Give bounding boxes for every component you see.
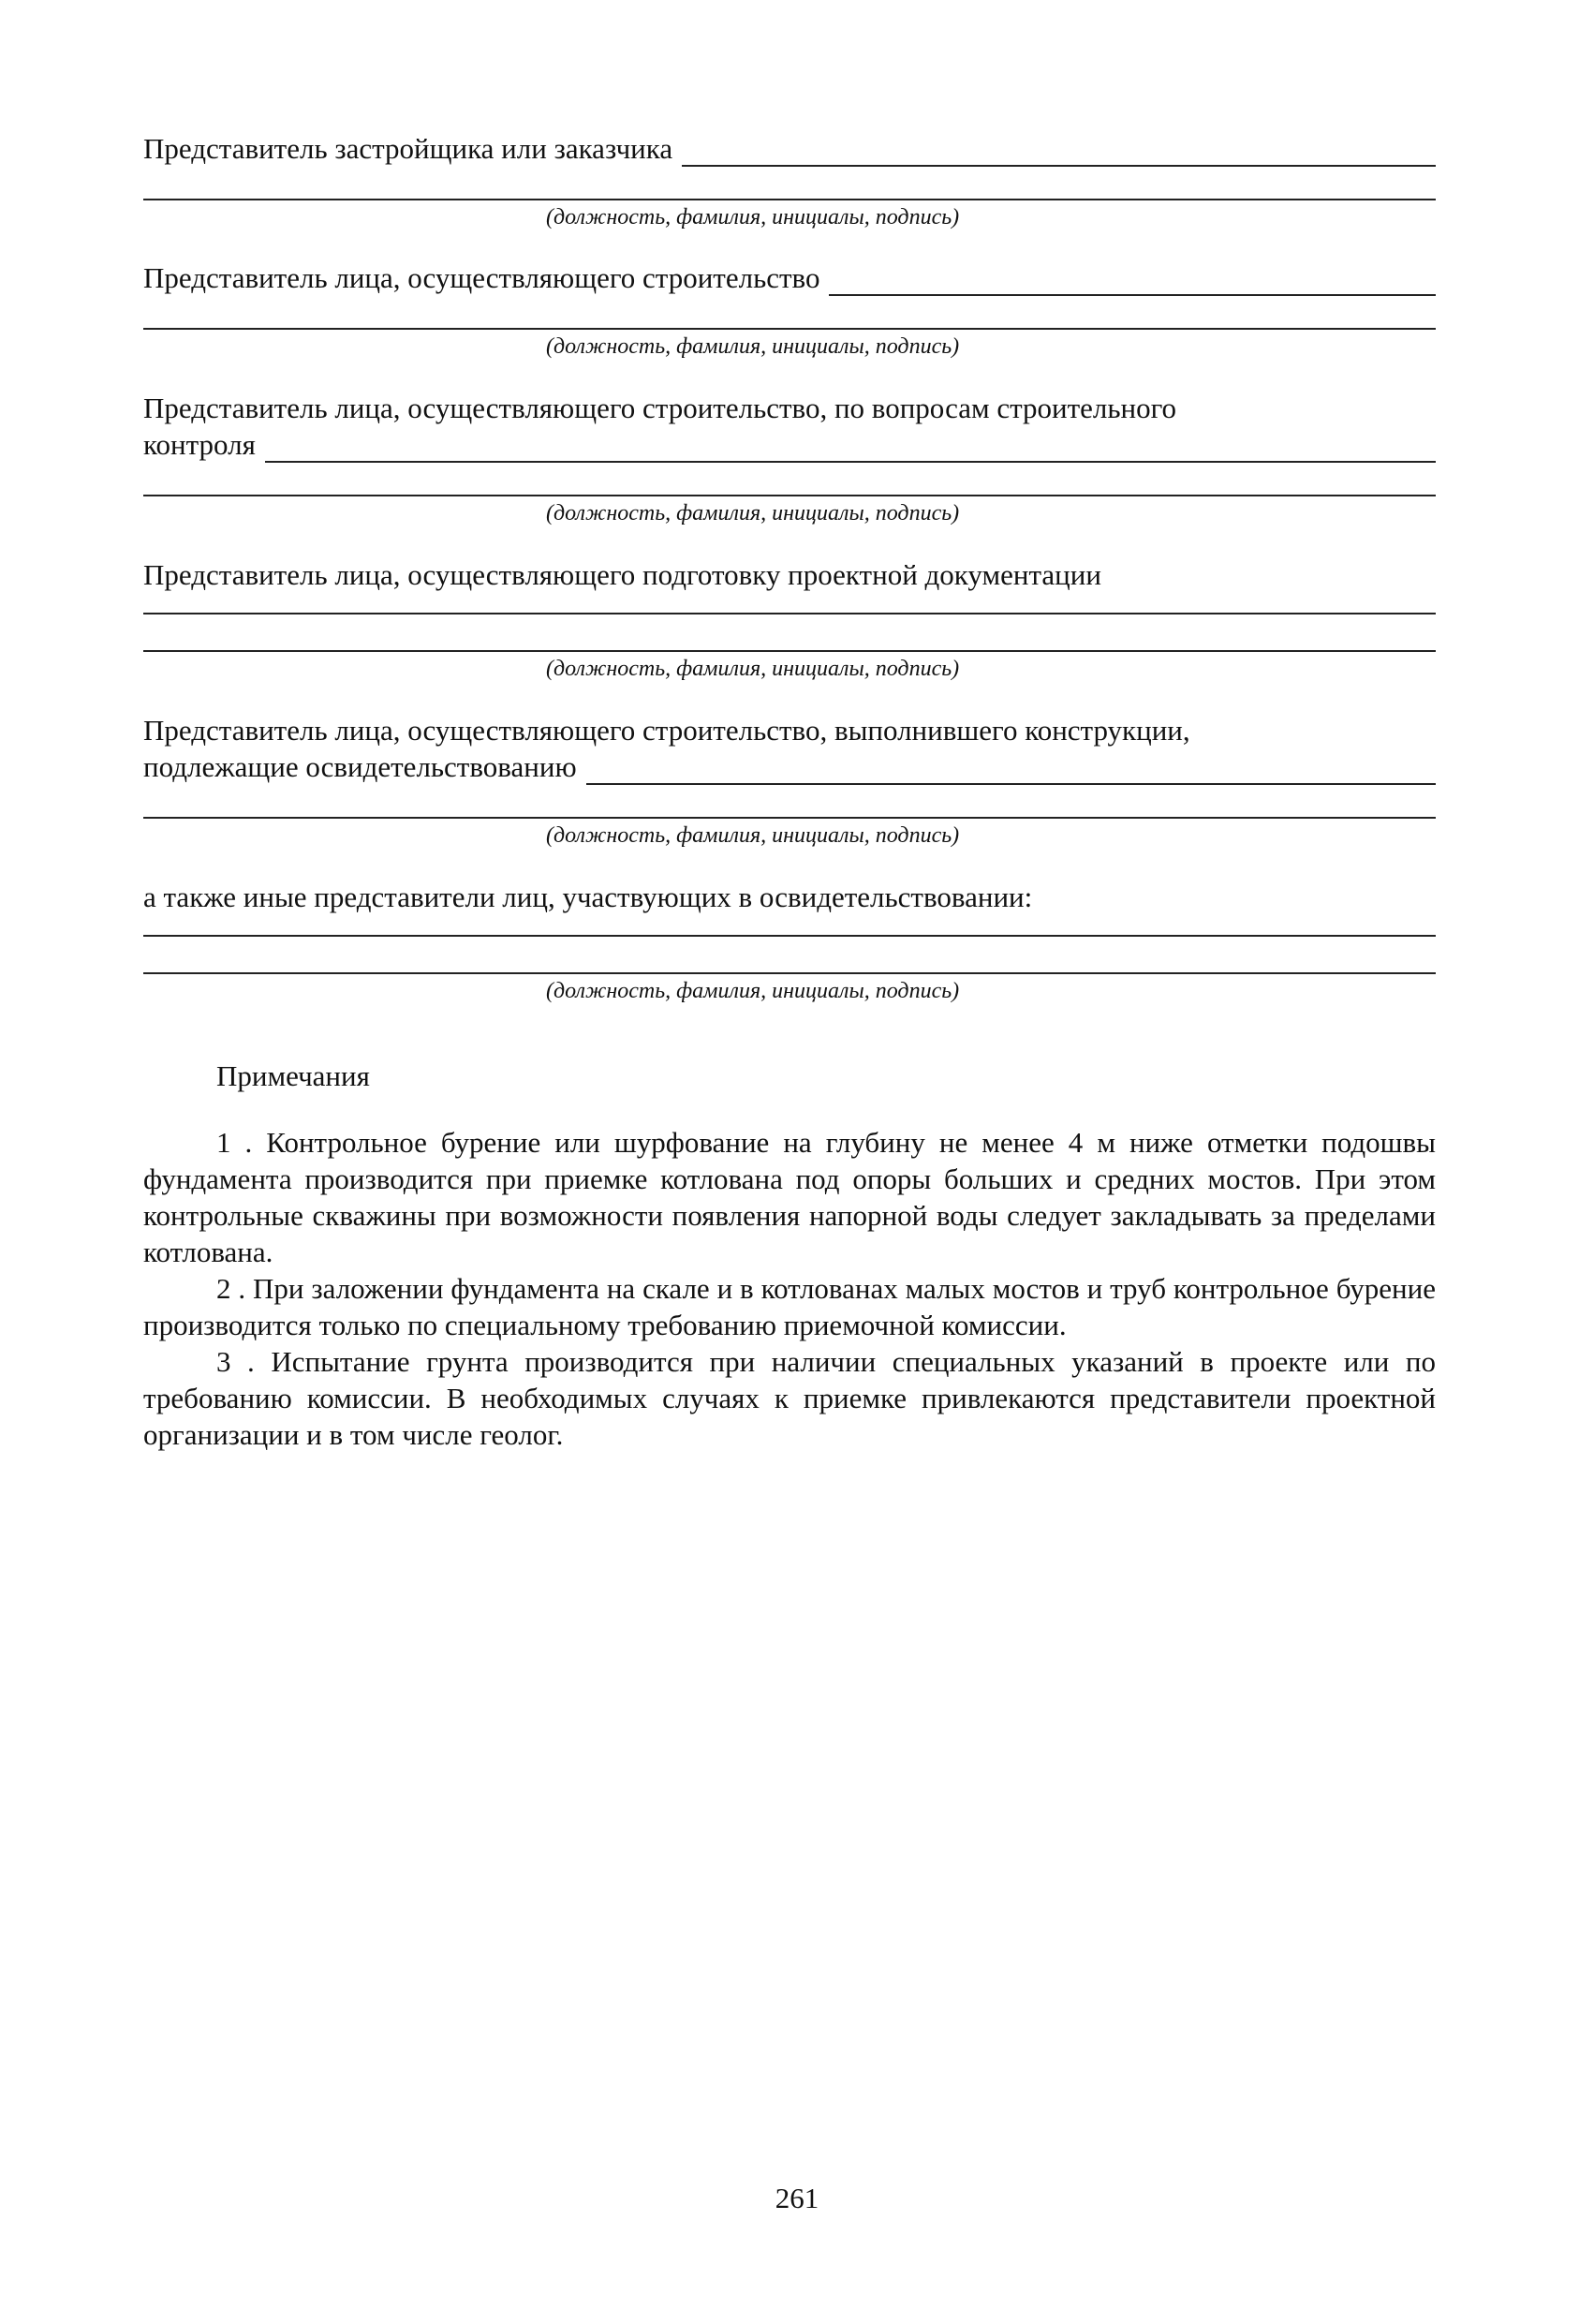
other-representatives-block xyxy=(143,879,1436,1004)
note-item-3: 3 . Испытание грунта производится при наличии специальных указаний в проекте или по требованию комиссии. В необходимых случаях к приемке привлекаются представители проектной организации и в том числе геолог. xyxy=(143,1345,1436,1451)
developer-signature-caption: (должность, фамилия, инициалы, подпись) xyxy=(546,205,960,229)
executor-representative-label-line1: Представитель лица, осуществляющего строительство, выполнившего конструкции, xyxy=(143,714,1190,747)
design-representative-block xyxy=(143,556,1436,682)
design-signature-caption: (должность, фамилия, инициалы, подпись) xyxy=(546,657,960,681)
control-signature-caption: (должность, фамилия, инициалы, подпись) xyxy=(546,501,960,525)
design-representative-label: Представитель лица, осуществляющего подготовку проектной документации xyxy=(143,558,1101,591)
executor-signature-caption: (должность, фамилия, инициалы, подпись) xyxy=(546,823,960,848)
control-representative-block xyxy=(143,390,1436,526)
other-representatives-line1[interactable] xyxy=(143,935,1436,937)
executor-representative-label-line2: подлежащие освидетельствованию xyxy=(143,750,577,783)
control-representative-label-line1: Представитель лица, осуществляющего строительство, по вопросам строительного xyxy=(143,392,1177,424)
builder-representative-line[interactable] xyxy=(143,328,1436,330)
builder-representative-row xyxy=(143,260,1436,296)
builder-representative-label: Представитель лица, осуществляющего строительство xyxy=(143,261,820,294)
executor-representative-block xyxy=(143,712,1436,849)
document-content xyxy=(143,131,1436,1453)
executor-representative-line[interactable] xyxy=(143,817,1436,819)
other-representatives-label: а также иные представители лиц, участвующих в освидетельствовании: xyxy=(143,881,1033,913)
builder-signature-caption: (должность, фамилия, инициалы, подпись) xyxy=(546,334,960,359)
control-representative-line[interactable] xyxy=(143,495,1436,496)
note-item-2: 2 . При заложении фундамента на скале и в котлованах малых мостов и труб контрольное бурение производится только по специальному требованию приемочной комиссии. xyxy=(143,1272,1436,1341)
executor-representative-row xyxy=(143,749,1436,785)
builder-representative-block xyxy=(143,260,1436,360)
note-item-1: 1 . Контрольное бурение или шурфование на глубину не менее 4 м ниже отметки подошвы фундамента производится при приемке котлована под опоры больших и средних мостов. При этом контрольные скважины при возможности появления напорной воды следует закладывать за пределами котлована. xyxy=(143,1126,1436,1268)
developer-representative-label: Представитель застройщика или заказчика xyxy=(143,132,673,165)
control-representative-field[interactable] xyxy=(265,433,1436,463)
executor-representative-field[interactable] xyxy=(586,755,1436,785)
other-signature-caption: (должность, фамилия, инициалы, подпись) xyxy=(546,979,960,1003)
control-representative-row xyxy=(143,427,1436,463)
builder-representative-field[interactable] xyxy=(829,266,1436,296)
control-representative-label-line2: контроля xyxy=(143,428,256,461)
design-representative-line1[interactable] xyxy=(143,613,1436,614)
developer-representative-block xyxy=(143,131,1436,230)
design-representative-line2[interactable] xyxy=(143,650,1436,652)
developer-representative-row xyxy=(143,131,1436,167)
developer-representative-line[interactable] xyxy=(143,199,1436,200)
other-representatives-line2[interactable] xyxy=(143,972,1436,974)
notes-title: Примечания xyxy=(216,1059,370,1092)
developer-representative-field[interactable] xyxy=(682,137,1436,167)
page-number: 261 xyxy=(775,2182,819,2214)
